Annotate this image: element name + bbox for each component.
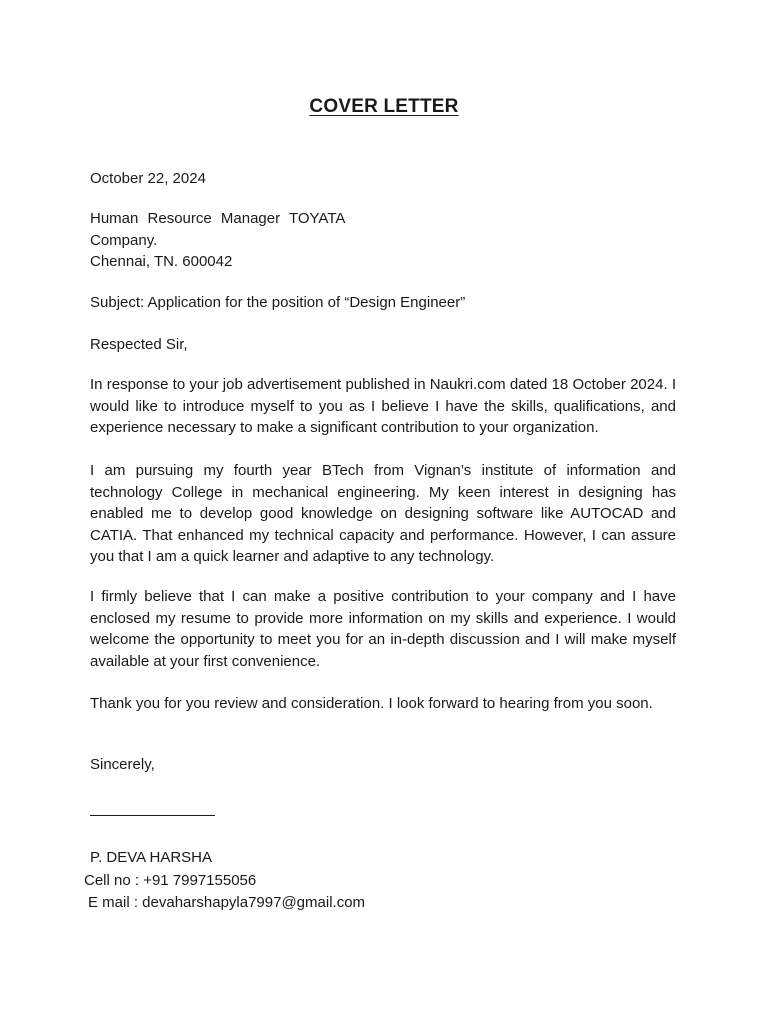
signature-line <box>90 815 215 816</box>
recipient-line-1: Human Resource Manager TOYATA <box>90 210 346 227</box>
signature-email: E mail : devaharshapyla7997@gmail.com <box>88 894 366 911</box>
letter-closing: Sincerely, <box>90 756 155 773</box>
recipient-address <box>90 208 676 273</box>
body-paragraph-3: I firmly believe that I can make a positive contribution to your company and I have enclosed my resume to provide more information on my skills and experience. I would welcome the opportunity to meet you for an in-depth discussion and I will make myself available at your first convenience. <box>90 588 676 670</box>
page-title: COVER LETTER <box>309 96 459 117</box>
recipient-line-2: Company. <box>90 231 158 249</box>
letter-subject: Subject: Application for the position of “Design Engineer” <box>90 294 466 311</box>
letter-date: October 22, 2024 <box>90 170 206 187</box>
body-paragraph-2: I am pursuing my fourth year BTech from Vignan’s institute of information and technology College in mechanical engineering. My keen interest in designing has enabled me to develop good knowledge on designing software like AUTOCAD and CATIA. That enhanced my technical capacity and performance. However, I can assure you that I am a quick learner and adaptive to any technology. <box>90 462 676 565</box>
signature-name: P. DEVA HARSHA <box>90 849 212 866</box>
signature-cell: Cell no : +91 7997155056 <box>84 872 257 889</box>
letter-salutation: Respected Sir, <box>90 336 188 353</box>
body-paragraph-4: Thank you for you review and consideration. I look forward to hearing from you soon. <box>90 695 653 712</box>
body-paragraph-1: In response to your job advertisement published in Naukri.com dated 18 October 2024. I would like to introduce myself to you as I believe I have the skills, qualifications, and experience necessary to make a significant contribution to your organization. <box>90 376 676 436</box>
recipient-line-3: Chennai, TN. 600042 <box>90 253 233 270</box>
